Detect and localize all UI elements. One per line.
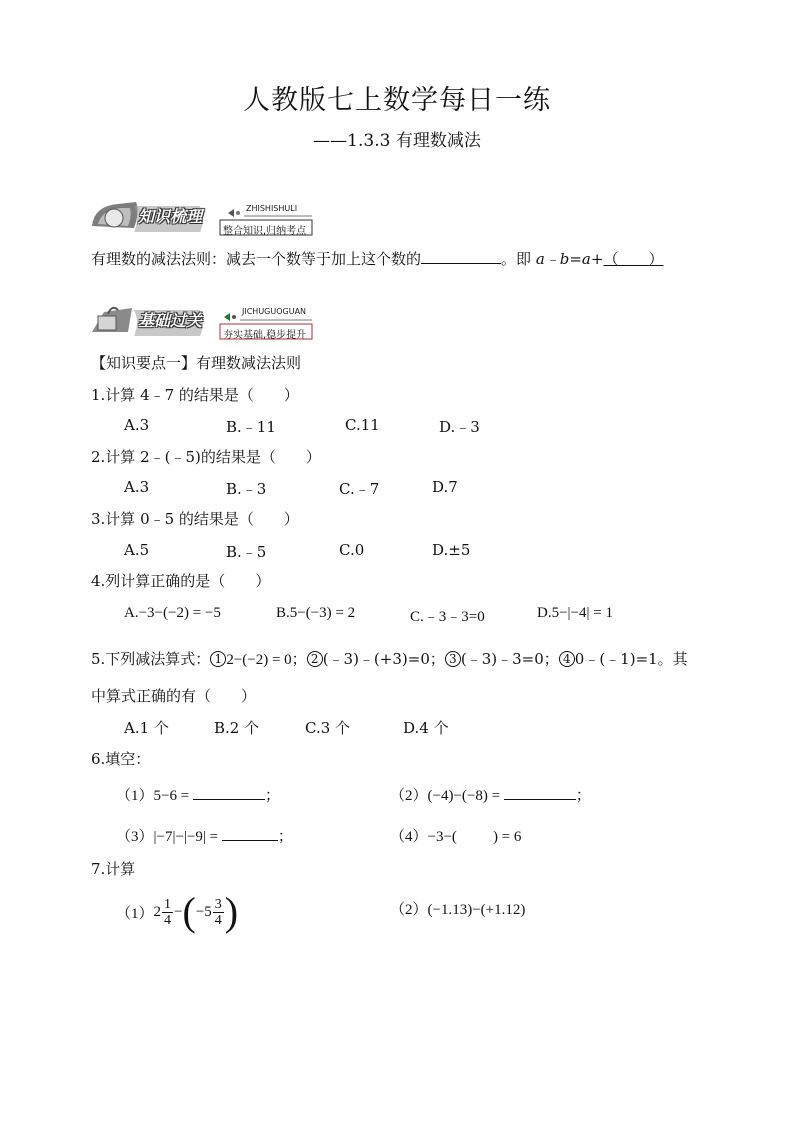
q2-option-c[interactable]: C.﹣7 — [339, 480, 380, 498]
circled-number-2: 2 — [307, 651, 323, 667]
q6-part-3-blank[interactable] — [222, 825, 278, 841]
banner-knowledge-slogan: 整合知识,归纳考点 — [223, 226, 307, 237]
q5-item-2: (﹣3)﹣(+3)=0； — [322, 650, 445, 668]
rule-statement — [91, 248, 663, 269]
circled-number-4: 4 — [559, 651, 575, 667]
banner-knowledge-pinyin: ZHISHISHULI — [246, 204, 298, 213]
banner-basics-slogan: 夯实基础,稳步提升 — [223, 330, 307, 341]
banner-knowledge-title: 知识梳理 — [138, 207, 203, 226]
q5-option-c[interactable]: C.3 个 — [305, 719, 351, 737]
question-5-line2: 中算式正确的有（ ） — [91, 687, 257, 705]
section-heading: 【知识要点一】有理数减法法则 — [91, 354, 302, 372]
q2-option-b[interactable]: B.﹣3 — [226, 480, 267, 498]
q4-option-d[interactable]: D.5−|−4| = 1 — [537, 605, 613, 621]
formula-blank[interactable]: （ ） — [603, 250, 664, 268]
q5-option-d[interactable]: D.4 个 — [403, 719, 449, 737]
q7-part-1: （1）2 $\frac{1}{4}$ −(−5 $\frac{3}{4}$ ) — [116, 889, 239, 934]
q5-item-1: 2−(−2) = 0； — [226, 652, 307, 668]
fraction-one-quarter: $\frac{1}{4}$ — [164, 897, 172, 929]
q4-option-a[interactable]: A.−3−(−2) = −5 — [124, 605, 221, 621]
q6-part-1: （1）5−6 = ； — [116, 784, 280, 805]
question-4-stem: 4.列计算正确的是（ ） — [91, 572, 271, 590]
q6-part-3: （3）|−7|−|−9| = ； — [116, 825, 293, 846]
q5-option-b[interactable]: B.2 个 — [214, 719, 260, 737]
question-3-stem: 3.计算 0﹣5 的结果是（ ） — [91, 510, 299, 528]
q6-part-2-blank[interactable] — [504, 784, 576, 800]
banner-basics-pinyin: JICHUGUOGUAN — [242, 307, 307, 316]
q3-option-a[interactable]: A.5 — [124, 541, 150, 559]
q3-option-b[interactable]: B.﹣5 — [226, 543, 267, 561]
q6-part-2: （2）(−4)−(−8) = ； — [390, 784, 591, 805]
q3-option-c[interactable]: C.0 — [339, 541, 365, 559]
q5-intro: 5.下列减法算式： — [91, 650, 211, 668]
q5-item-4: 0﹣(﹣1)=1。其 — [574, 650, 688, 668]
page-title: 人教版七上数学每日一练 — [243, 85, 551, 116]
q6-part-4: （4）−3−( ) = 6 — [390, 829, 522, 845]
q1-option-d[interactable]: D.﹣3 — [439, 418, 480, 436]
q5-option-a[interactable]: A.1 个 — [124, 719, 169, 737]
q5-item-3: (﹣3)﹣3=0； — [460, 650, 559, 668]
q3-option-d[interactable]: D.±5 — [432, 541, 471, 559]
rule-after: 。即 — [501, 250, 532, 268]
section-banner-knowledge — [88, 198, 314, 237]
question-2-stem: 2.计算 2﹣(﹣5)的结果是（ ） — [91, 448, 321, 466]
section-banner-basics — [88, 302, 314, 341]
fraction-three-quarters: $\frac{3}{4}$ — [214, 897, 222, 929]
q1-option-a[interactable]: A.3 — [124, 416, 150, 434]
q7-part-2: （2）(−1.13)−(+1.12) — [390, 902, 526, 918]
question-5-stem — [91, 648, 688, 669]
circled-number-1: 1 — [210, 651, 226, 667]
question-7-stem: 7.计算 — [91, 860, 136, 878]
q2-option-a[interactable]: A.3 — [124, 478, 150, 496]
q1-option-c[interactable]: C.11 — [345, 416, 380, 434]
rule-formula: a﹣b=a+ — [535, 250, 604, 268]
circled-number-3: 3 — [445, 651, 461, 667]
q2-option-d[interactable]: D.7 — [432, 478, 458, 496]
question-1-stem: 1.计算 4﹣7 的结果是（ ） — [91, 386, 299, 404]
question-6-stem: 6.填空： — [91, 750, 151, 768]
banner-basics-title: 基础过关 — [138, 311, 203, 330]
q1-option-b[interactable]: B.﹣11 — [226, 418, 276, 436]
page-subtitle: ——1.3.3 有理数减法 — [313, 131, 481, 151]
q4-option-b[interactable]: B.5−(−3) = 2 — [276, 605, 356, 621]
rule-text: 有理数的减法法则：减去一个数等于加上这个数的 — [91, 250, 422, 268]
q4-option-c[interactable]: C.﹣3﹣3=0 — [410, 609, 485, 625]
rule-blank[interactable] — [421, 248, 501, 264]
q6-part-1-blank[interactable] — [193, 784, 265, 800]
